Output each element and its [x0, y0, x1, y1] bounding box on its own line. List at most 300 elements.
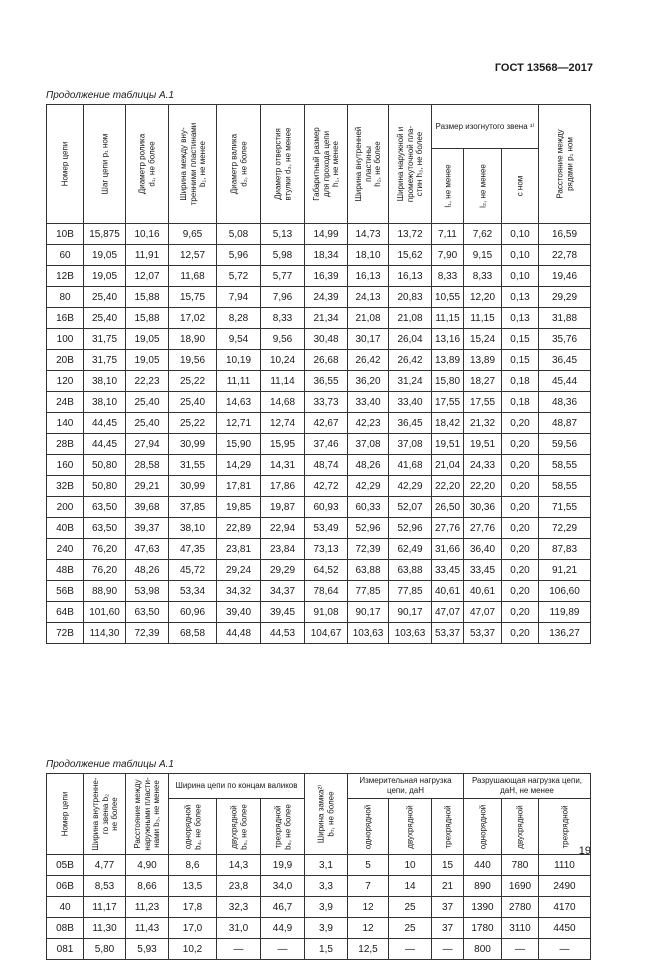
table-cell: 0,20: [502, 476, 539, 497]
col-header: [126, 774, 169, 855]
table-cell: 23,84: [261, 539, 305, 560]
table-cell: 22,89: [217, 518, 261, 539]
table-cell: 26,42: [389, 350, 432, 371]
table-cell: 11,17: [84, 897, 126, 918]
col-header-text: двухрядной: [405, 804, 415, 849]
col-header: [348, 105, 389, 224]
table-cell: 21,08: [348, 308, 389, 329]
table-cell: 0,10: [502, 224, 539, 245]
table-cell: 48,87: [539, 413, 591, 434]
table-cell: 11,68: [169, 266, 217, 287]
table-cell: 19,87: [261, 497, 305, 518]
table-cell: 160: [47, 455, 84, 476]
table-cell: 15,24: [464, 329, 502, 350]
col-header-text: Диаметр валика d₂, не более: [229, 133, 248, 195]
col-header: [84, 105, 126, 224]
col-header-text: Номер цепи: [60, 141, 70, 187]
table-cell: 5,80: [84, 939, 126, 960]
table-cell: 8,33: [261, 308, 305, 329]
table-row: [47, 392, 591, 413]
table-cell: 50,80: [84, 476, 126, 497]
table-cell: 63,50: [126, 602, 169, 623]
col-header: [389, 799, 432, 855]
table-cell: 45,44: [539, 371, 591, 392]
table-cell: 36,55: [305, 371, 348, 392]
table-cell: 0,20: [502, 518, 539, 539]
table-cell: 31,88: [539, 308, 591, 329]
table-cell: 104,67: [305, 623, 348, 644]
table-cell: 72B: [47, 623, 84, 644]
table-cell: 5,96: [217, 245, 261, 266]
table-cell: 15: [432, 855, 464, 876]
table-row: [47, 245, 591, 266]
table-cell: 48B: [47, 560, 84, 581]
table-cell: 22,78: [539, 245, 591, 266]
table-cell: 14: [389, 876, 432, 897]
table-cell: 14,29: [217, 455, 261, 476]
table-cell: 800: [464, 939, 502, 960]
table-cell: 16,39: [305, 266, 348, 287]
table-cell: 44,9: [261, 918, 305, 939]
table-cell: 10,19: [217, 350, 261, 371]
table-cell: 0,18: [502, 371, 539, 392]
table-cell: 5,13: [261, 224, 305, 245]
table-cell: 71,55: [539, 497, 591, 518]
table-cell: 37,85: [169, 497, 217, 518]
table-cell: 8,66: [126, 876, 169, 897]
table-cell: 4,90: [126, 855, 169, 876]
table-cell: 12B: [47, 266, 84, 287]
table-row: [47, 497, 591, 518]
table-cell: 26,68: [305, 350, 348, 371]
table-cell: 14,31: [261, 455, 305, 476]
col-header-text: c ном: [515, 175, 525, 197]
table-cell: 26,04: [389, 329, 432, 350]
table-cell: 32B: [47, 476, 84, 497]
col-header: [348, 799, 389, 855]
table-cell: 21,04: [432, 455, 464, 476]
table-cell: 30,99: [169, 476, 217, 497]
table-row: [47, 266, 591, 287]
table-cell: 0,13: [502, 287, 539, 308]
table-cell: 88,90: [84, 581, 126, 602]
table-cell: 25: [389, 918, 432, 939]
col-header-text: однорядной: [477, 804, 487, 849]
col-header-text: l₁, не менее: [442, 164, 452, 208]
table-cell: 18,90: [169, 329, 217, 350]
table-cell: 30,36: [464, 497, 502, 518]
table-cell: 56B: [47, 581, 84, 602]
table-cell: 30,17: [348, 329, 389, 350]
table-cell: 91,08: [305, 602, 348, 623]
table-cell: 0,20: [502, 413, 539, 434]
table-cell: 8,53: [84, 876, 126, 897]
col-header-text: двухрядной b₅, не более: [229, 803, 248, 850]
table-cell: 29,24: [217, 560, 261, 581]
table-cell: 40,61: [432, 581, 464, 602]
table-cell: 11,30: [84, 918, 126, 939]
table-cell: 440: [464, 855, 502, 876]
table-cell: 12,20: [464, 287, 502, 308]
table-cell: 42,29: [348, 476, 389, 497]
table-cell: 4450: [539, 918, 591, 939]
table-cell: 15,62: [389, 245, 432, 266]
table-cell: 47,07: [464, 602, 502, 623]
table-cell: 39,45: [261, 602, 305, 623]
table-cell: 0,20: [502, 623, 539, 644]
table-cell: 11,15: [464, 308, 502, 329]
table-cell: 4,77: [84, 855, 126, 876]
table-cell: 29,29: [539, 287, 591, 308]
table-cell: 58,55: [539, 476, 591, 497]
table-row: [47, 434, 591, 455]
table-cell: 11,14: [261, 371, 305, 392]
table-cell: 90,17: [348, 602, 389, 623]
table-cell: 76,20: [84, 560, 126, 581]
table-row: [47, 371, 591, 392]
table-cell: 0,10: [502, 266, 539, 287]
table-row: [47, 308, 591, 329]
col-header-text: Диаметр отверстия втулки d₃, не менее: [273, 127, 292, 201]
col-header-text: Номер цепи: [60, 791, 70, 837]
table-cell: 0,20: [502, 455, 539, 476]
table-cell: 19,05: [126, 329, 169, 350]
table-cell: 4170: [539, 897, 591, 918]
table-cell: 18,10: [348, 245, 389, 266]
table-row: [47, 539, 591, 560]
table-cell: 39,68: [126, 497, 169, 518]
table-cell: 23,8: [217, 876, 261, 897]
col-header: [539, 105, 591, 224]
table-cell: 33,73: [305, 392, 348, 413]
table-cell: 30,99: [169, 434, 217, 455]
table-cell: 11,11: [217, 371, 261, 392]
table-cell: 48,36: [539, 392, 591, 413]
table-cell: 106,60: [539, 581, 591, 602]
table-cell: 13,89: [432, 350, 464, 371]
table-row: [47, 560, 591, 581]
table-cell: 3,3: [305, 876, 348, 897]
col-header-text: l₂, не менее: [477, 164, 487, 208]
chain-loads-table: [46, 773, 591, 960]
table-cell: 25,22: [169, 413, 217, 434]
table-cell: 19,56: [169, 350, 217, 371]
table-cell: 63,50: [84, 518, 126, 539]
table-cell: 1390: [464, 897, 502, 918]
table-cell: 16,13: [348, 266, 389, 287]
col-header-text: Ширина внутренне- го звена b₂ не более: [90, 777, 119, 851]
table-cell: 23,81: [217, 539, 261, 560]
table-cell: 9,54: [217, 329, 261, 350]
table-cell: 78,64: [305, 581, 348, 602]
table-cell: 0,20: [502, 602, 539, 623]
table-cell: 12,57: [169, 245, 217, 266]
table-cell: 42,23: [348, 413, 389, 434]
col-header-text: однорядной b₄, не более: [183, 803, 202, 850]
table-cell: 40: [47, 897, 84, 918]
table-cell: 7,62: [464, 224, 502, 245]
table-cell: 42,67: [305, 413, 348, 434]
table-cell: 17,55: [432, 392, 464, 413]
table-cell: 19,85: [217, 497, 261, 518]
table-cell: 7: [348, 876, 389, 897]
table-cell: 05B: [47, 855, 84, 876]
table-cell: 39,40: [217, 602, 261, 623]
table-cell: 36,40: [464, 539, 502, 560]
table-cell: 10,24: [261, 350, 305, 371]
table-cell: 44,45: [84, 413, 126, 434]
table-cell: 25,40: [126, 392, 169, 413]
col-header-text: однорядной: [363, 804, 373, 849]
col-header-text: Ширина наружной и промежуточной пла- стин h₃, не более: [395, 125, 424, 203]
col-header: [169, 799, 217, 855]
table-cell: 34,32: [217, 581, 261, 602]
table-cell: 34,37: [261, 581, 305, 602]
table-cell: 18,42: [432, 413, 464, 434]
table-row: [47, 455, 591, 476]
table-cell: 13,16: [432, 329, 464, 350]
table-cell: 0,13: [502, 308, 539, 329]
table-cell: —: [502, 939, 539, 960]
table-cell: 15,88: [126, 287, 169, 308]
table-cell: 30,48: [305, 329, 348, 350]
table-row: [47, 581, 591, 602]
table-cell: 103,63: [348, 623, 389, 644]
table-cell: 37: [432, 897, 464, 918]
col-header: [47, 774, 84, 855]
table-cell: 59,56: [539, 434, 591, 455]
table2-caption: Продолжение таблицы А.1: [46, 759, 174, 770]
table-cell: 29,21: [126, 476, 169, 497]
table-cell: 22,20: [432, 476, 464, 497]
table-row: [47, 623, 591, 644]
table-cell: 13,89: [464, 350, 502, 371]
table-cell: 47,35: [169, 539, 217, 560]
table-cell: —: [389, 939, 432, 960]
col-header-text: Расстояние между рядами p₁ ном: [555, 129, 574, 199]
table-cell: 53,37: [464, 623, 502, 644]
table-cell: 72,29: [539, 518, 591, 539]
table-cell: 06B: [47, 876, 84, 897]
table-cell: 21: [432, 876, 464, 897]
table-cell: 33,40: [348, 392, 389, 413]
table-cell: 7,94: [217, 287, 261, 308]
col-header: [217, 105, 261, 224]
table-cell: 35,76: [539, 329, 591, 350]
table-row: [47, 876, 591, 897]
table-cell: 101,60: [84, 602, 126, 623]
table-cell: 27,76: [464, 518, 502, 539]
table-cell: 68,58: [169, 623, 217, 644]
table-cell: 5,77: [261, 266, 305, 287]
table-cell: 200: [47, 497, 84, 518]
table-cell: 120: [47, 371, 84, 392]
table-cell: 63,50: [84, 497, 126, 518]
table-cell: 33,45: [464, 560, 502, 581]
table-cell: 31,66: [432, 539, 464, 560]
table-cell: 38,10: [84, 371, 126, 392]
table-cell: 31,75: [84, 350, 126, 371]
table-row: [47, 602, 591, 623]
table-cell: 240: [47, 539, 84, 560]
table-row: [47, 855, 591, 876]
table-cell: 17,0: [169, 918, 217, 939]
standard-header: ГОСТ 13568—2017: [494, 62, 593, 74]
table-cell: 17,86: [261, 476, 305, 497]
table-cell: 13,5: [169, 876, 217, 897]
table-cell: 60: [47, 245, 84, 266]
table-cell: 7,11: [432, 224, 464, 245]
table-cell: 16,59: [539, 224, 591, 245]
table-row: [47, 413, 591, 434]
table-cell: 0,15: [502, 329, 539, 350]
table-cell: 40B: [47, 518, 84, 539]
col-header-text: трехрядной: [559, 804, 569, 849]
table-cell: 21,08: [389, 308, 432, 329]
table-cell: 26,50: [432, 497, 464, 518]
table-cell: 19,9: [261, 855, 305, 876]
table-cell: 52,96: [389, 518, 432, 539]
table-cell: 0,18: [502, 392, 539, 413]
table-cell: 80: [47, 287, 84, 308]
table-cell: 64B: [47, 602, 84, 623]
table-cell: 14,63: [217, 392, 261, 413]
table-row: [47, 329, 591, 350]
table-cell: 12,07: [126, 266, 169, 287]
table-cell: 60,96: [169, 602, 217, 623]
table-row: [47, 518, 591, 539]
table-cell: 62,49: [389, 539, 432, 560]
table-cell: 47,63: [126, 539, 169, 560]
table-cell: 5,93: [126, 939, 169, 960]
col-header: [305, 774, 348, 855]
table-cell: 18,27: [464, 371, 502, 392]
table-cell: 46,7: [261, 897, 305, 918]
table-cell: 27,94: [126, 434, 169, 455]
table-cell: 21,32: [464, 413, 502, 434]
table-cell: 136,27: [539, 623, 591, 644]
table-cell: 26,42: [348, 350, 389, 371]
table-cell: 53,49: [305, 518, 348, 539]
table-cell: 24B: [47, 392, 84, 413]
table-cell: 0,20: [502, 434, 539, 455]
table-cell: 52,96: [348, 518, 389, 539]
table-cell: 14,3: [217, 855, 261, 876]
table-cell: 08B: [47, 918, 84, 939]
table-cell: 31,0: [217, 918, 261, 939]
table-cell: 36,20: [348, 371, 389, 392]
table-cell: 87,83: [539, 539, 591, 560]
table-cell: 0,20: [502, 581, 539, 602]
col-header-text: Диаметр ролика d₁, не более: [137, 133, 156, 195]
col-header-text: Шаг цепи p₁ ном: [99, 133, 109, 195]
group-header-breaking-load: Разрушающая нагрузка цепи, даН, не менее: [464, 774, 591, 799]
col-header: [261, 105, 305, 224]
group-header-bent-link: Размер изогнутого звена ¹⁾: [432, 105, 539, 149]
table-cell: 33,40: [389, 392, 432, 413]
table-row: [47, 918, 591, 939]
table-cell: 780: [502, 855, 539, 876]
table1-caption: Продолжение таблицы А.1: [46, 90, 174, 101]
table-cell: 33,45: [432, 560, 464, 581]
table-cell: 63,88: [348, 560, 389, 581]
table-cell: 76,20: [84, 539, 126, 560]
table-cell: 5,08: [217, 224, 261, 245]
table-cell: 45,72: [169, 560, 217, 581]
table-cell: 5,72: [217, 266, 261, 287]
table-cell: 12,5: [348, 939, 389, 960]
table-cell: 17,8: [169, 897, 217, 918]
table-cell: 9,15: [464, 245, 502, 266]
table-cell: 114,30: [84, 623, 126, 644]
table-row: [47, 897, 591, 918]
table-cell: 1110: [539, 855, 591, 876]
table-cell: 27,76: [432, 518, 464, 539]
table-cell: 25,40: [126, 413, 169, 434]
table-cell: 119,89: [539, 602, 591, 623]
table-cell: 890: [464, 876, 502, 897]
col-header: [502, 799, 539, 855]
table-cell: 42,29: [389, 476, 432, 497]
table-cell: 0,15: [502, 350, 539, 371]
table-cell: 16B: [47, 308, 84, 329]
table-cell: 103,63: [389, 623, 432, 644]
group-header-width: Ширина цепи по концам валиков: [169, 774, 305, 799]
col-header: [432, 799, 464, 855]
table-cell: 17,55: [464, 392, 502, 413]
table-cell: 2490: [539, 876, 591, 897]
col-header: [464, 799, 502, 855]
table-cell: 8,6: [169, 855, 217, 876]
col-header: [261, 799, 305, 855]
table-cell: 50,80: [84, 455, 126, 476]
table-cell: 10,2: [169, 939, 217, 960]
table-cell: 8,33: [464, 266, 502, 287]
table-cell: —: [217, 939, 261, 960]
table-cell: 25,22: [169, 371, 217, 392]
table-cell: 15,95: [261, 434, 305, 455]
table-row: [47, 224, 591, 245]
table-cell: 64,52: [305, 560, 348, 581]
table-cell: 10: [389, 855, 432, 876]
table-cell: 44,53: [261, 623, 305, 644]
table-cell: 0,20: [502, 560, 539, 581]
table-cell: 25: [389, 897, 432, 918]
table-cell: 60,33: [348, 497, 389, 518]
table-cell: 14,73: [348, 224, 389, 245]
table-cell: 1,5: [305, 939, 348, 960]
table-cell: 11,23: [126, 897, 169, 918]
table-cell: 44,45: [84, 434, 126, 455]
table-cell: 7,96: [261, 287, 305, 308]
col-header-text: трехрядной b₆, не более: [273, 803, 292, 850]
table-cell: 22,23: [126, 371, 169, 392]
table-cell: 40,61: [464, 581, 502, 602]
table-cell: —: [432, 939, 464, 960]
table-cell: 24,39: [305, 287, 348, 308]
table-cell: 3,9: [305, 918, 348, 939]
table-cell: 11,43: [126, 918, 169, 939]
table-cell: 0,20: [502, 539, 539, 560]
table-cell: 53,34: [169, 581, 217, 602]
table-cell: 3110: [502, 918, 539, 939]
table-cell: 21,34: [305, 308, 348, 329]
table-cell: 38,10: [84, 392, 126, 413]
table-cell: 19,05: [84, 266, 126, 287]
table-cell: 31,55: [169, 455, 217, 476]
table-cell: 19,05: [84, 245, 126, 266]
table-cell: 17,81: [217, 476, 261, 497]
